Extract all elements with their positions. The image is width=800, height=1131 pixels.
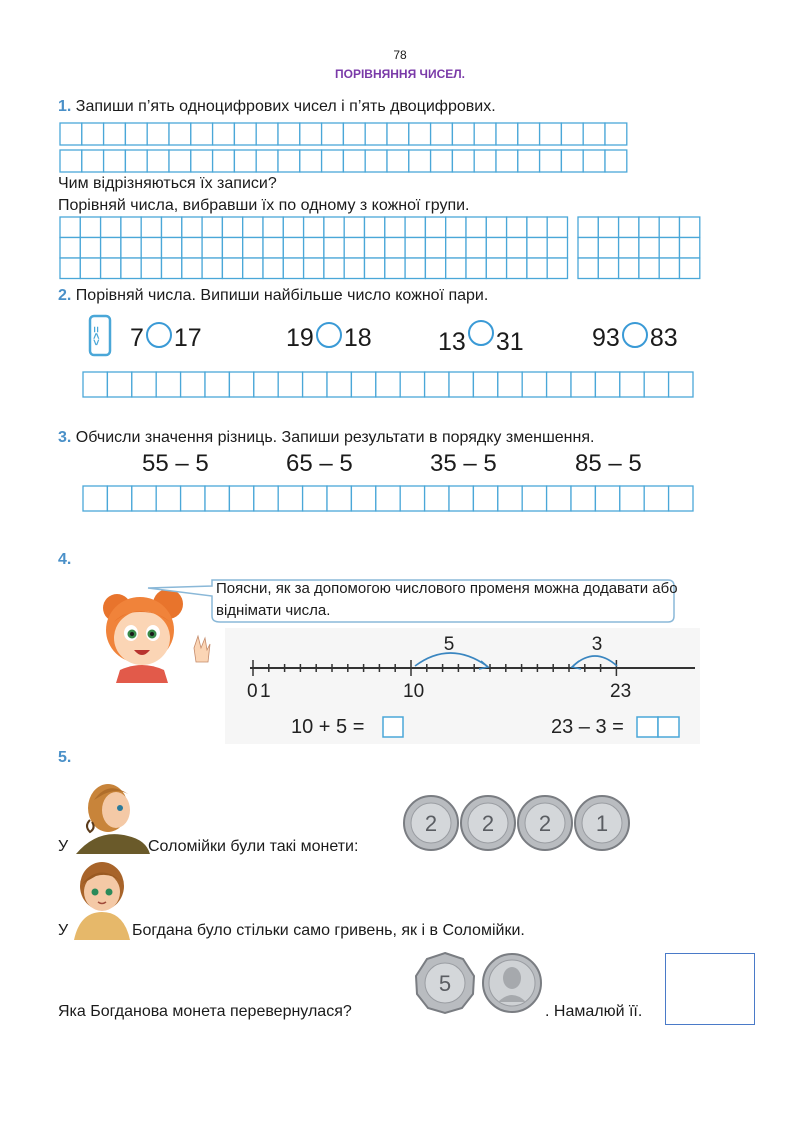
answer-cell[interactable] xyxy=(229,486,253,511)
answer-cell[interactable] xyxy=(343,123,365,145)
solomiia-illustration xyxy=(68,770,152,854)
task1-instruction: Порівняй числа, вибравши їх по одному з кожної групи. xyxy=(58,197,470,214)
task3-answer-cells xyxy=(82,485,710,513)
answer-cell[interactable] xyxy=(498,486,522,511)
task2-cells-row xyxy=(83,372,693,397)
answer-cell[interactable] xyxy=(637,717,658,737)
task2-prompt xyxy=(58,287,488,305)
answer-cell[interactable] xyxy=(80,217,100,238)
answer-cell[interactable] xyxy=(104,150,126,172)
compare-circle[interactable] xyxy=(622,322,648,348)
answer-cell[interactable] xyxy=(659,217,679,238)
answer-cell[interactable] xyxy=(466,238,486,259)
answer-cell[interactable] xyxy=(474,123,496,145)
answer-cell[interactable] xyxy=(425,238,445,259)
pair-3 xyxy=(438,320,524,357)
answer-cell[interactable] xyxy=(669,486,693,511)
answer-cell[interactable] xyxy=(409,150,431,172)
answer-cell[interactable] xyxy=(60,238,80,259)
task1-question: Чим відрізняються їх записи? xyxy=(58,175,277,192)
answer-cell[interactable] xyxy=(473,372,497,397)
answer-cell[interactable] xyxy=(571,486,595,511)
answer-cell[interactable] xyxy=(344,258,364,279)
coin-2-hryvni xyxy=(518,796,572,850)
answer-cell[interactable] xyxy=(283,258,303,279)
task5-number: 5. xyxy=(58,749,72,766)
answer-cell[interactable] xyxy=(578,238,598,259)
answer-cell[interactable] xyxy=(522,486,546,511)
answer-cell[interactable] xyxy=(351,486,375,511)
answer-cell[interactable] xyxy=(303,486,327,511)
answer-cell[interactable] xyxy=(595,372,619,397)
coin-value: 5 xyxy=(438,971,452,996)
answer-cell[interactable] xyxy=(104,123,126,145)
pair-4-left: 93 xyxy=(592,324,620,352)
answer-cell[interactable] xyxy=(351,372,375,397)
pair-3-right: 31 xyxy=(495,328,524,356)
answer-cell[interactable] xyxy=(639,217,659,238)
answer-cell[interactable] xyxy=(82,123,104,145)
answer-cell[interactable] xyxy=(327,486,351,511)
task1-cells xyxy=(59,122,631,174)
answer-cell[interactable] xyxy=(669,372,693,397)
pair-4 xyxy=(592,322,678,353)
answer-cell[interactable] xyxy=(561,123,583,145)
task5-line3-suffix: . Намалюй її. xyxy=(545,1003,643,1020)
task1-row2 xyxy=(60,150,627,172)
answer-cell[interactable] xyxy=(132,372,156,397)
answer-cell[interactable] xyxy=(644,486,668,511)
answer-cell[interactable] xyxy=(387,123,409,145)
answer-cell[interactable] xyxy=(82,150,104,172)
answer-cell[interactable] xyxy=(425,258,445,279)
answer-cell[interactable] xyxy=(598,238,618,259)
answer-cell[interactable] xyxy=(425,217,445,238)
task3-text: Обчисли значення різниць. Запиши результати в порядку зменшення. xyxy=(75,429,595,446)
coin-value: 1 xyxy=(595,811,609,836)
answer-cell[interactable] xyxy=(256,123,278,145)
answer-cell[interactable] xyxy=(243,217,263,238)
compare-circle[interactable] xyxy=(316,322,342,348)
answer-cell[interactable] xyxy=(385,238,405,259)
expression-3: 35 – 5 xyxy=(430,450,497,477)
answer-cell[interactable] xyxy=(680,258,700,279)
answer-cell[interactable] xyxy=(387,150,409,172)
answer-cell[interactable] xyxy=(383,717,403,737)
ray-label-23: 23 xyxy=(610,681,632,702)
answer-cell[interactable] xyxy=(125,123,147,145)
ray-label-10: 10 xyxy=(403,681,425,702)
answer-cell[interactable] xyxy=(304,258,324,279)
answer-cell[interactable] xyxy=(344,217,364,238)
answer-cell[interactable] xyxy=(620,372,644,397)
answer-cell[interactable] xyxy=(327,372,351,397)
answer-cell[interactable] xyxy=(222,217,242,238)
speech-bubble-text: Поясни, як за допомогою числового променя можна додавати або віднімати числа. xyxy=(216,580,678,619)
task5-line2-text: Богдана було стільки само гривень, як і в Соломійки. xyxy=(132,922,525,939)
expr-add: 10 + 5 = xyxy=(291,716,365,738)
answer-cell[interactable] xyxy=(125,150,147,172)
answer-cell[interactable] xyxy=(202,258,222,279)
answer-cell[interactable] xyxy=(518,150,540,172)
answer-cell[interactable] xyxy=(496,150,518,172)
pair-1-left: 7 xyxy=(130,324,144,352)
answer-cell[interactable] xyxy=(213,150,235,172)
coin-flipped-portrait xyxy=(483,954,541,1012)
answer-cell[interactable] xyxy=(222,258,242,279)
answer-cell[interactable] xyxy=(639,258,659,279)
coin-2-hryvni xyxy=(404,796,458,850)
task1-grid-right xyxy=(578,217,700,279)
answer-cell[interactable] xyxy=(486,217,506,238)
comparison-signs-card xyxy=(86,314,116,358)
answer-cell[interactable] xyxy=(300,150,322,172)
task3-prompt xyxy=(58,429,594,447)
coin-1-hryvnia xyxy=(575,796,629,850)
task5-line3-text: Яка Богданова монета перевернулася? xyxy=(58,1003,352,1020)
task2-number: 2. xyxy=(58,287,72,304)
answer-cell[interactable] xyxy=(322,150,344,172)
answer-cell[interactable] xyxy=(169,123,191,145)
answer-cell[interactable] xyxy=(507,258,527,279)
drawing-answer-box[interactable] xyxy=(665,953,755,1025)
answer-cell[interactable] xyxy=(162,217,182,238)
answer-cell[interactable] xyxy=(540,123,562,145)
answer-cell[interactable] xyxy=(578,258,598,279)
answer-cell[interactable] xyxy=(60,258,80,279)
answer-cell[interactable] xyxy=(278,150,300,172)
answer-cell[interactable] xyxy=(522,372,546,397)
answer-cell[interactable] xyxy=(121,258,141,279)
coin-value: 2 xyxy=(538,811,552,836)
answer-cell[interactable] xyxy=(486,258,506,279)
answer-cell[interactable] xyxy=(243,258,263,279)
answer-cell[interactable] xyxy=(431,123,453,145)
answer-cell[interactable] xyxy=(605,150,627,172)
answer-cell[interactable] xyxy=(547,258,567,279)
answer-cell[interactable] xyxy=(466,217,486,238)
pair-2 xyxy=(286,322,372,353)
answer-cell[interactable] xyxy=(263,217,283,238)
answer-cell[interactable] xyxy=(474,150,496,172)
pair-2-right: 18 xyxy=(343,324,372,352)
answer-cell[interactable] xyxy=(365,238,385,259)
pair-3-left: 13 xyxy=(438,328,466,356)
answer-cell[interactable] xyxy=(191,123,213,145)
answer-cell[interactable] xyxy=(571,372,595,397)
answer-cell[interactable] xyxy=(547,217,567,238)
answer-cell[interactable] xyxy=(431,150,453,172)
expression-4: 85 – 5 xyxy=(575,450,642,477)
task2-text: Порівняй числа. Випиши найбільше число кожної пари. xyxy=(75,287,489,304)
answer-cell[interactable] xyxy=(182,217,202,238)
answer-cell[interactable] xyxy=(181,486,205,511)
page-title: ПОРІВНЯННЯ ЧИСЕЛ. xyxy=(334,67,466,81)
answer-cell[interactable] xyxy=(181,372,205,397)
task1-row1 xyxy=(60,123,627,145)
answer-cell[interactable] xyxy=(303,372,327,397)
answer-cell[interactable] xyxy=(547,486,571,511)
bohdan-coins xyxy=(412,950,544,1016)
answer-cell[interactable] xyxy=(343,150,365,172)
answer-cell[interactable] xyxy=(405,258,425,279)
answer-cell[interactable] xyxy=(80,258,100,279)
answer-cell[interactable] xyxy=(644,372,668,397)
answer-cell[interactable] xyxy=(605,123,627,145)
answer-cell[interactable] xyxy=(283,217,303,238)
answer-cell[interactable] xyxy=(191,150,213,172)
answer-cell[interactable] xyxy=(213,123,235,145)
answer-cell[interactable] xyxy=(162,238,182,259)
answer-cell[interactable] xyxy=(409,123,431,145)
answer-cell[interactable] xyxy=(540,150,562,172)
answer-cell[interactable] xyxy=(365,258,385,279)
answer-cell[interactable] xyxy=(60,217,80,238)
answer-cell[interactable] xyxy=(234,123,256,145)
answer-cell[interactable] xyxy=(222,238,242,259)
answer-cell[interactable] xyxy=(234,150,256,172)
answer-cell[interactable] xyxy=(101,217,121,238)
answer-cell[interactable] xyxy=(486,238,506,259)
expression-1: 55 – 5 xyxy=(142,450,209,477)
answer-cell[interactable] xyxy=(304,217,324,238)
answer-cell[interactable] xyxy=(60,150,82,172)
answer-cell[interactable] xyxy=(527,258,547,279)
answer-cell[interactable] xyxy=(619,238,639,259)
answer-cell[interactable] xyxy=(141,258,161,279)
pair-1-right: 17 xyxy=(173,324,202,352)
answer-cell[interactable] xyxy=(376,372,400,397)
answer-cell[interactable] xyxy=(344,238,364,259)
answer-cell[interactable] xyxy=(80,238,100,259)
answer-cell[interactable] xyxy=(324,217,344,238)
answer-cell[interactable] xyxy=(598,217,618,238)
answer-cell[interactable] xyxy=(147,123,169,145)
coin-value: 2 xyxy=(481,811,495,836)
answer-cell[interactable] xyxy=(376,486,400,511)
answer-cell[interactable] xyxy=(619,217,639,238)
answer-cell[interactable] xyxy=(169,150,191,172)
answer-cell[interactable] xyxy=(680,238,700,259)
answer-cell[interactable] xyxy=(449,486,473,511)
answer-cell[interactable] xyxy=(385,258,405,279)
answer-cell[interactable] xyxy=(182,258,202,279)
answer-cell[interactable] xyxy=(518,123,540,145)
answer-cell[interactable] xyxy=(107,372,131,397)
jump-forward-label: 5 xyxy=(443,634,455,655)
answer-cell[interactable] xyxy=(101,258,121,279)
answer-cell[interactable] xyxy=(527,217,547,238)
answer-cell[interactable] xyxy=(322,123,344,145)
task1-grid-left xyxy=(60,217,568,279)
answer-cell[interactable] xyxy=(619,258,639,279)
task5-line2-prefix: У xyxy=(58,922,69,939)
jump-back-label: 3 xyxy=(591,634,603,655)
task1-number: 1. xyxy=(58,98,72,115)
answer-cell[interactable] xyxy=(561,150,583,172)
ray-label-0: 0 xyxy=(247,681,258,702)
answer-cell[interactable] xyxy=(83,486,107,511)
answer-cell[interactable] xyxy=(121,238,141,259)
task4-number: 4. xyxy=(58,551,72,568)
bohdan-illustration xyxy=(70,856,134,940)
task5-line1-text: Соломійки були такі монети: xyxy=(148,838,359,855)
answer-cell[interactable] xyxy=(263,258,283,279)
expression-2: 65 – 5 xyxy=(286,450,353,477)
answer-cell[interactable] xyxy=(547,372,571,397)
answer-cell[interactable] xyxy=(446,258,466,279)
answer-cell[interactable] xyxy=(254,372,278,397)
answer-cell[interactable] xyxy=(473,486,497,511)
answer-cell[interactable] xyxy=(452,150,474,172)
answer-cell[interactable] xyxy=(385,217,405,238)
answer-cell[interactable] xyxy=(547,238,567,259)
answer-cell[interactable] xyxy=(121,217,141,238)
answer-cell[interactable] xyxy=(229,372,253,397)
coin-5-hryvni xyxy=(416,953,474,1013)
number-ray-figure xyxy=(225,628,700,744)
answer-cell[interactable] xyxy=(425,486,449,511)
answer-cell[interactable] xyxy=(254,486,278,511)
answer-cell[interactable] xyxy=(639,238,659,259)
answer-cell[interactable] xyxy=(205,372,229,397)
answer-cell[interactable] xyxy=(365,150,387,172)
answer-cell[interactable] xyxy=(263,238,283,259)
pair-4-right: 83 xyxy=(649,324,678,352)
answer-cell[interactable] xyxy=(507,238,527,259)
expr-sub: 23 – 3 = xyxy=(551,716,624,738)
answer-cell[interactable] xyxy=(425,372,449,397)
answer-cell[interactable] xyxy=(365,123,387,145)
answer-cell[interactable] xyxy=(156,486,180,511)
answer-cell[interactable] xyxy=(405,217,425,238)
task3-number: 3. xyxy=(58,429,72,446)
answer-cell[interactable] xyxy=(202,217,222,238)
answer-cell[interactable] xyxy=(132,486,156,511)
solomiia-coins xyxy=(402,794,634,852)
answer-cell[interactable] xyxy=(324,238,344,259)
answer-cell[interactable] xyxy=(256,150,278,172)
answer-cell[interactable] xyxy=(498,372,522,397)
task1-prompt xyxy=(58,98,496,116)
page-number: 78 xyxy=(393,48,407,62)
answer-cell[interactable] xyxy=(83,372,107,397)
task1-answer-grid xyxy=(59,216,701,280)
answer-cell[interactable] xyxy=(680,217,700,238)
answer-cell[interactable] xyxy=(243,238,263,259)
task2-answer-cells xyxy=(82,371,710,399)
task5-line1-prefix: У xyxy=(58,838,69,855)
answer-cell[interactable] xyxy=(507,217,527,238)
answer-cell[interactable] xyxy=(658,717,679,737)
answer-cell[interactable] xyxy=(304,238,324,259)
answer-cell[interactable] xyxy=(452,123,474,145)
answer-cell[interactable] xyxy=(365,217,385,238)
answer-cell[interactable] xyxy=(202,238,222,259)
pair-1 xyxy=(130,322,202,353)
answer-cell[interactable] xyxy=(620,486,644,511)
answer-cell[interactable] xyxy=(182,238,202,259)
task3-cells-row xyxy=(83,486,693,511)
compare-circle[interactable] xyxy=(146,322,172,348)
answer-cell[interactable] xyxy=(400,372,424,397)
answer-cell[interactable] xyxy=(283,238,303,259)
answer-cell[interactable] xyxy=(141,238,161,259)
answer-cell[interactable] xyxy=(300,123,322,145)
answer-cell[interactable] xyxy=(156,372,180,397)
ray-label-1: 1 xyxy=(260,681,271,702)
answer-cell[interactable] xyxy=(141,217,161,238)
answer-cell[interactable] xyxy=(60,123,82,145)
answer-cell[interactable] xyxy=(595,486,619,511)
answer-cell[interactable] xyxy=(278,372,302,397)
compare-circle[interactable] xyxy=(468,320,494,346)
answer-cell[interactable] xyxy=(278,123,300,145)
answer-cell[interactable] xyxy=(205,486,229,511)
answer-cell[interactable] xyxy=(278,486,302,511)
comparison-signs-label: <>= xyxy=(91,326,103,346)
coin-2-hryvni xyxy=(461,796,515,850)
answer-cell[interactable] xyxy=(101,238,121,259)
answer-cell[interactable] xyxy=(405,238,425,259)
answer-cell[interactable] xyxy=(446,217,466,238)
answer-cell[interactable] xyxy=(400,486,424,511)
answer-cell[interactable] xyxy=(527,238,547,259)
answer-cell[interactable] xyxy=(446,238,466,259)
coin-value: 2 xyxy=(424,811,438,836)
answer-cell[interactable] xyxy=(324,258,344,279)
answer-cell[interactable] xyxy=(147,150,169,172)
answer-cell[interactable] xyxy=(496,123,518,145)
task1-text: Запиши п’ять одноцифрових чисел і п’ять двоцифрових. xyxy=(75,98,496,115)
answer-cell[interactable] xyxy=(583,150,605,172)
answer-cell[interactable] xyxy=(659,258,679,279)
answer-cell[interactable] xyxy=(578,217,598,238)
answer-cell[interactable] xyxy=(659,238,679,259)
answer-cell[interactable] xyxy=(583,123,605,145)
answer-cell[interactable] xyxy=(598,258,618,279)
answer-cell[interactable] xyxy=(162,258,182,279)
answer-cell[interactable] xyxy=(107,486,131,511)
answer-cell[interactable] xyxy=(466,258,486,279)
pair-2-left: 19 xyxy=(286,324,314,352)
answer-cell[interactable] xyxy=(449,372,473,397)
